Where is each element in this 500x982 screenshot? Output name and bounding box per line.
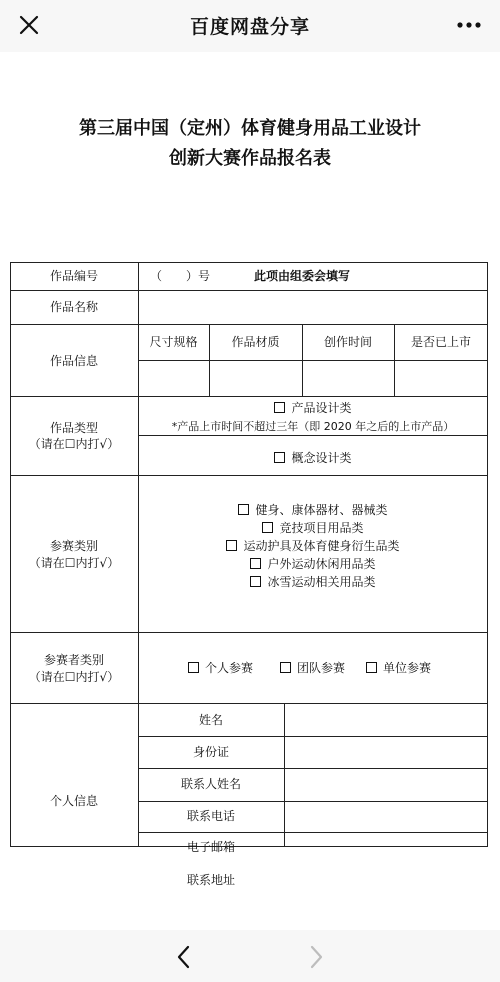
more-button[interactable] [452, 10, 486, 40]
info-header-material: 作品材质 [231, 335, 280, 349]
category-option-fitness[interactable]: 健身、康体器材、器械类 [138, 503, 488, 518]
work-no-label: 作品编号 [49, 269, 98, 283]
category-option-winter[interactable]: 冰雪运动相关用品类 [138, 575, 488, 590]
field-address: 联系地址 [186, 873, 235, 887]
category-hint: （请在☐内打√） [28, 556, 120, 570]
type-option-concept[interactable]: 概念设计类 [138, 451, 488, 466]
participant-hint: （请在☐内打√） [28, 670, 120, 684]
participant-label: 参赛者类别 [43, 653, 104, 667]
work-info-label: 作品信息 [49, 354, 98, 368]
field-contact-name: 联系人姓名 [180, 777, 241, 791]
work-name-label: 作品名称 [49, 300, 98, 314]
field-name: 姓名 [198, 713, 223, 727]
type-option-product[interactable]: 产品设计类 [138, 401, 488, 416]
category-option-gear[interactable]: 运动护具及体育健身衍生品类 [138, 539, 488, 554]
work-type-hint: （请在☐内打√） [28, 437, 120, 451]
top-bar [0, 0, 500, 50]
checkbox[interactable] [280, 662, 291, 673]
checkbox[interactable] [238, 504, 249, 515]
document-title-line2: 创新大赛作品报名表 [169, 148, 331, 169]
bottom-nav-bar [0, 930, 500, 982]
info-header-size: 尺寸规格 [149, 335, 198, 349]
document-title [0, 114, 500, 174]
work-no-note: 此项由组委会填写 [254, 269, 351, 283]
chevron-right-icon [304, 944, 328, 970]
registration-form [10, 207, 488, 847]
participant-option-organization[interactable]: 单位参赛 [366, 661, 431, 676]
checkbox[interactable] [262, 522, 273, 533]
participant-option-individual[interactable]: 个人参赛 [188, 661, 253, 676]
field-email: 电子邮箱 [186, 840, 235, 854]
type-note: *产品上市时间不超过三年（即 2020 年之后的上市产品） [171, 420, 455, 433]
category-option-sport[interactable]: 竞技项目用品类 [138, 521, 488, 536]
info-header-date: 创作时间 [323, 335, 372, 349]
checkbox[interactable] [274, 402, 285, 413]
field-contact-phone: 联系电话 [186, 809, 235, 823]
category-option-outdoor[interactable]: 户外运动休闲用品类 [138, 557, 488, 572]
page-title: 百度网盘分享 [189, 16, 310, 38]
personal-fields-lower [138, 840, 284, 920]
checkbox[interactable] [188, 662, 199, 673]
forward-button[interactable] [304, 944, 328, 970]
work-no-value: （ ）号 [150, 269, 211, 283]
document-title-line1: 第三届中国（定州）体育健身用品工业设计 [79, 118, 421, 139]
checkbox[interactable] [274, 452, 285, 463]
more-icon [452, 10, 486, 40]
checkbox[interactable] [226, 540, 237, 551]
personal-info-label: 个人信息 [49, 794, 98, 808]
field-id-card: 身份证 [192, 745, 229, 759]
participant-option-team[interactable]: 团队参赛 [280, 661, 345, 676]
checkbox[interactable] [250, 576, 261, 587]
checkbox[interactable] [250, 558, 261, 569]
chevron-left-icon [172, 944, 196, 970]
info-header-launched: 是否已上市 [410, 335, 471, 349]
category-label: 参赛类别 [49, 539, 98, 553]
work-type-label: 作品类型 [49, 421, 98, 435]
checkbox[interactable] [366, 662, 377, 673]
back-button[interactable] [172, 944, 196, 970]
